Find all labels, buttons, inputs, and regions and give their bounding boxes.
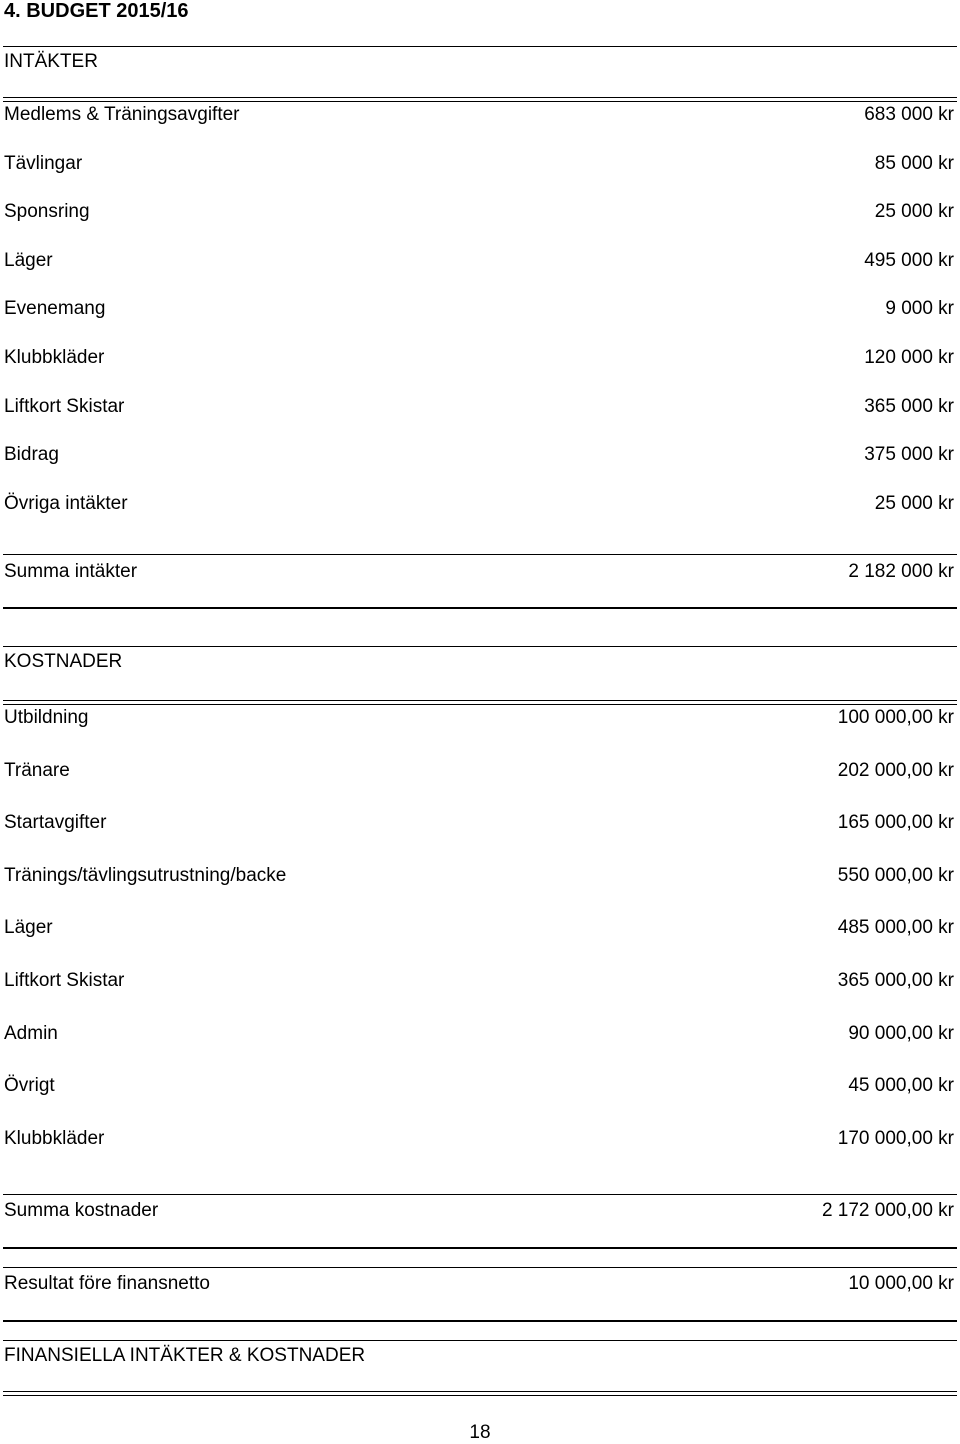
income-item-value: 120 000 kr: [864, 347, 954, 368]
divider: [3, 646, 957, 647]
cost-item-row: [4, 706, 954, 730]
income-item-label: Läger: [4, 249, 53, 271]
cost-item-label: Klubbkläder: [4, 1127, 105, 1149]
income-item-row: [4, 200, 954, 224]
divider-thick: [3, 1320, 957, 1322]
cost-item-value: 90 000,00 kr: [848, 1022, 954, 1044]
income-item-value: 683 000 kr: [864, 104, 954, 125]
costs-heading: KOSTNADER: [4, 651, 123, 672]
cost-item-label: Startavgifter: [4, 812, 107, 834]
divider: [3, 1267, 957, 1268]
cost-item-row: [4, 1022, 954, 1046]
financial-heading: FINANSIELLA INTÄKTER & KOSTNADER: [4, 1345, 366, 1366]
income-total-label: Summa intäkter: [4, 561, 138, 582]
divider-double: [3, 97, 957, 102]
result-value: 10 000,00 kr: [848, 1273, 954, 1294]
cost-item-label: Utbildning: [4, 707, 89, 728]
income-item-row: [4, 103, 954, 127]
costs-total-row: [4, 1199, 954, 1223]
cost-item-label: Liftkort Skistar: [4, 970, 125, 991]
income-item-row: [4, 395, 954, 419]
divider-double: [3, 700, 957, 705]
income-item-row: [4, 152, 954, 176]
income-item-value: 495 000 kr: [864, 249, 954, 271]
income-item-value: 375 000 kr: [864, 444, 954, 466]
cost-item-row: [4, 1074, 954, 1098]
cost-item-row: [4, 759, 954, 783]
cost-item-label: Admin: [4, 1022, 58, 1044]
costs-total-value: 2 172 000,00 kr: [821, 1200, 954, 1221]
cost-item-value: 365 000,00 kr: [837, 970, 954, 991]
income-item-label: Medlems & Träningsavgifter: [4, 104, 240, 125]
income-item-label: Sponsring: [4, 201, 90, 223]
cost-item-row: [4, 916, 954, 940]
income-item-label: Evenemang: [4, 298, 106, 320]
cost-item-label: Läger: [4, 917, 53, 939]
divider: [3, 46, 957, 47]
cost-item-value: 202 000,00 kr: [837, 759, 954, 781]
cost-item-row: [4, 969, 954, 993]
divider: [3, 1194, 957, 1195]
cost-item-value: 45 000,00 kr: [848, 1075, 954, 1097]
cost-item-value: 170 000,00 kr: [837, 1127, 954, 1149]
cost-item-row: [4, 864, 954, 888]
income-heading: INTÄKTER: [4, 51, 98, 72]
divider-double: [3, 1391, 957, 1396]
cost-item-label: Tränings/tävlingsutrustning/backe: [4, 864, 287, 886]
income-item-row: [4, 443, 954, 467]
income-item-label: Klubbkläder: [4, 347, 105, 368]
income-item-row: [4, 249, 954, 273]
page-title: 4. BUDGET 2015/16: [4, 0, 189, 22]
cost-item-row: [4, 1127, 954, 1151]
income-item-label: Liftkort Skistar: [4, 395, 125, 417]
income-total-row: [4, 560, 954, 584]
divider: [3, 1340, 957, 1341]
result-row: [4, 1272, 954, 1296]
divider: [3, 554, 957, 555]
cost-item-label: Tränare: [4, 759, 70, 781]
divider-thick: [3, 607, 957, 609]
cost-item-value: 550 000,00 kr: [837, 864, 954, 886]
income-item-value: 25 000 kr: [874, 492, 954, 514]
page-number: 18: [469, 1422, 491, 1443]
cost-item-row: [4, 811, 954, 835]
income-item-value: 85 000 kr: [874, 152, 954, 174]
income-item-row: [4, 297, 954, 321]
cost-item-value: 100 000,00 kr: [837, 707, 954, 728]
divider-thick: [3, 1247, 957, 1249]
cost-item-value: 165 000,00 kr: [837, 812, 954, 834]
income-item-value: 9 000 kr: [885, 298, 954, 320]
income-item-value: 365 000 kr: [864, 395, 954, 417]
result-label: Resultat före finansnetto: [4, 1273, 210, 1294]
income-item-label: Tävlingar: [4, 152, 83, 174]
income-item-row: [4, 346, 954, 370]
cost-item-label: Övrigt: [4, 1075, 55, 1097]
income-total-value: 2 182 000 kr: [848, 561, 954, 582]
cost-item-value: 485 000,00 kr: [837, 917, 954, 939]
income-item-row: [4, 492, 954, 516]
costs-total-label: Summa kostnader: [4, 1200, 159, 1221]
income-item-value: 25 000 kr: [874, 201, 954, 223]
income-item-label: Övriga intäkter: [4, 492, 128, 514]
income-item-label: Bidrag: [4, 444, 59, 466]
